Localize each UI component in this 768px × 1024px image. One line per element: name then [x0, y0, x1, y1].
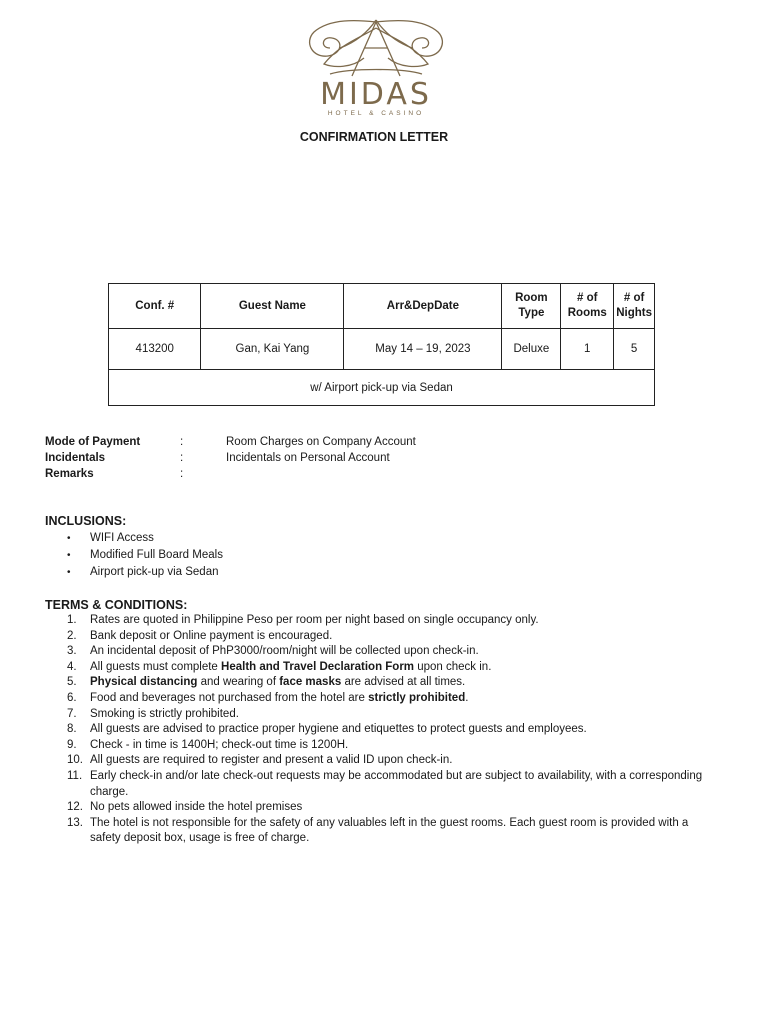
term-item	[45, 800, 705, 816]
list-item	[45, 547, 223, 564]
bullet-icon: •	[67, 567, 71, 578]
payment-details	[45, 434, 745, 482]
term-item	[45, 629, 705, 645]
term-number: 4.	[67, 660, 77, 673]
reservation-table	[108, 283, 655, 406]
logo-subtitle: HOTEL & CASINO	[327, 110, 425, 117]
term-emphasis: face masks	[279, 676, 342, 689]
remarks-colon: :	[180, 468, 184, 480]
term-number: 2.	[67, 629, 77, 642]
term-item	[45, 644, 705, 660]
term-text: Check - in time is 1400H; check-out time is 1200H.	[90, 738, 349, 751]
term-item	[45, 753, 705, 769]
header-guest-name: Guest Name	[201, 284, 344, 329]
inclusion-text: Modified Full Board Meals	[90, 549, 223, 561]
term-number: 10.	[67, 754, 83, 767]
term-text: Early check-in and/or late check-out requests may be accommodated but are subject to availability, with a corresponding charge.	[90, 769, 703, 798]
payment-value: Room Charges on Company Account	[226, 436, 416, 448]
term-number: 11.	[67, 769, 83, 782]
payment-label: Mode of Payment	[45, 436, 141, 448]
term-text: Rates are quoted in Philippine Peso per room per night based on single occupancy only.	[90, 614, 539, 626]
remarks-label: Remarks	[45, 468, 94, 480]
cell-dates: May 14 – 19, 2023	[344, 329, 502, 370]
cell-note: w/ Airport pick-up via Sedan	[109, 370, 655, 406]
payment-row	[45, 434, 745, 450]
cell-nights: 5	[614, 329, 655, 370]
list-item	[45, 530, 223, 547]
hotel-logo	[300, 18, 452, 118]
term-text: An incidental deposit of PhP3000/room/night will be collected upon check-in.	[90, 645, 479, 658]
cell-guest-name: Gan, Kai Yang	[201, 329, 344, 370]
table-note-row	[109, 370, 655, 406]
term-text: are advised at all times.	[341, 676, 466, 689]
cell-conf: 413200	[109, 329, 201, 370]
term-item	[45, 816, 705, 847]
inclusion-text: WIFI Access	[90, 532, 154, 544]
term-item	[45, 691, 705, 707]
cell-rooms: 1	[561, 329, 614, 370]
term-item	[45, 738, 705, 754]
term-item	[45, 660, 705, 676]
term-number: 13.	[67, 816, 83, 829]
inclusions-list	[45, 530, 223, 581]
term-item	[45, 613, 705, 629]
incidentals-label: Incidentals	[45, 452, 106, 464]
page-title: CONFIRMATION LETTER	[299, 130, 449, 144]
term-text: Smoking is strictly prohibited.	[90, 707, 239, 720]
table-row	[109, 329, 655, 370]
term-text: All guests are advised to practice proper hygiene and etiquettes to protect guests and employees.	[90, 723, 587, 736]
term-text: Bank deposit or Online payment is encouraged.	[90, 629, 333, 642]
payment-colon: :	[180, 436, 184, 448]
term-text: The hotel is not responsible for the safety of any valuables left in the guest rooms. Each guest room is provided with a safety deposit box, usage is free of charge.	[90, 816, 689, 845]
logo-wordmark: MIDAS	[320, 77, 432, 112]
term-text: Food and beverages not purchased from the hotel are	[90, 691, 369, 704]
term-item	[45, 707, 705, 723]
term-text: upon check in.	[414, 660, 492, 673]
term-number: 1.	[67, 614, 77, 626]
logo-emblem-icon	[300, 18, 452, 80]
term-number: 6.	[67, 691, 77, 704]
remarks-row	[45, 466, 745, 482]
inclusion-text: Airport pick-up via Sedan	[90, 566, 219, 578]
incidentals-value: Incidentals on Personal Account	[226, 452, 390, 464]
terms-list	[45, 613, 705, 847]
incidentals-colon: :	[180, 452, 184, 464]
bullet-icon: •	[67, 533, 71, 544]
inclusions-heading: INCLUSIONS:	[45, 514, 127, 528]
term-number: 8.	[67, 723, 77, 736]
header-room-type: Room Type	[502, 284, 561, 329]
term-number: 3.	[67, 645, 77, 658]
header-nights: # of Nights	[614, 284, 655, 329]
header-conf: Conf. #	[109, 284, 201, 329]
incidentals-row	[45, 450, 745, 466]
list-item	[45, 564, 223, 581]
header-rooms: # of Rooms	[561, 284, 614, 329]
term-emphasis: Health and Travel Declaration Form	[221, 660, 415, 673]
term-emphasis: Physical distancing	[90, 676, 198, 689]
term-item	[45, 675, 705, 691]
term-item	[45, 722, 705, 738]
term-text: All guests are required to register and present a valid ID upon check-in.	[90, 754, 453, 767]
bullet-icon: •	[67, 550, 71, 561]
cell-room-type: Deluxe	[502, 329, 561, 370]
term-text: and wearing of	[197, 676, 280, 689]
term-number: 12.	[67, 801, 83, 814]
term-text: .	[465, 691, 469, 704]
term-number: 7.	[67, 707, 77, 720]
terms-heading: TERMS & CONDITIONS:	[45, 598, 188, 612]
term-number: 5.	[67, 676, 77, 689]
table-header-row	[109, 284, 655, 329]
term-text: No pets allowed inside the hotel premises	[90, 801, 303, 814]
term-emphasis: strictly prohibited	[368, 691, 466, 704]
term-text: All guests must complete	[90, 660, 222, 673]
header-dates: Arr&DepDate	[344, 284, 502, 329]
term-number: 9.	[67, 738, 77, 751]
term-item	[45, 769, 705, 800]
